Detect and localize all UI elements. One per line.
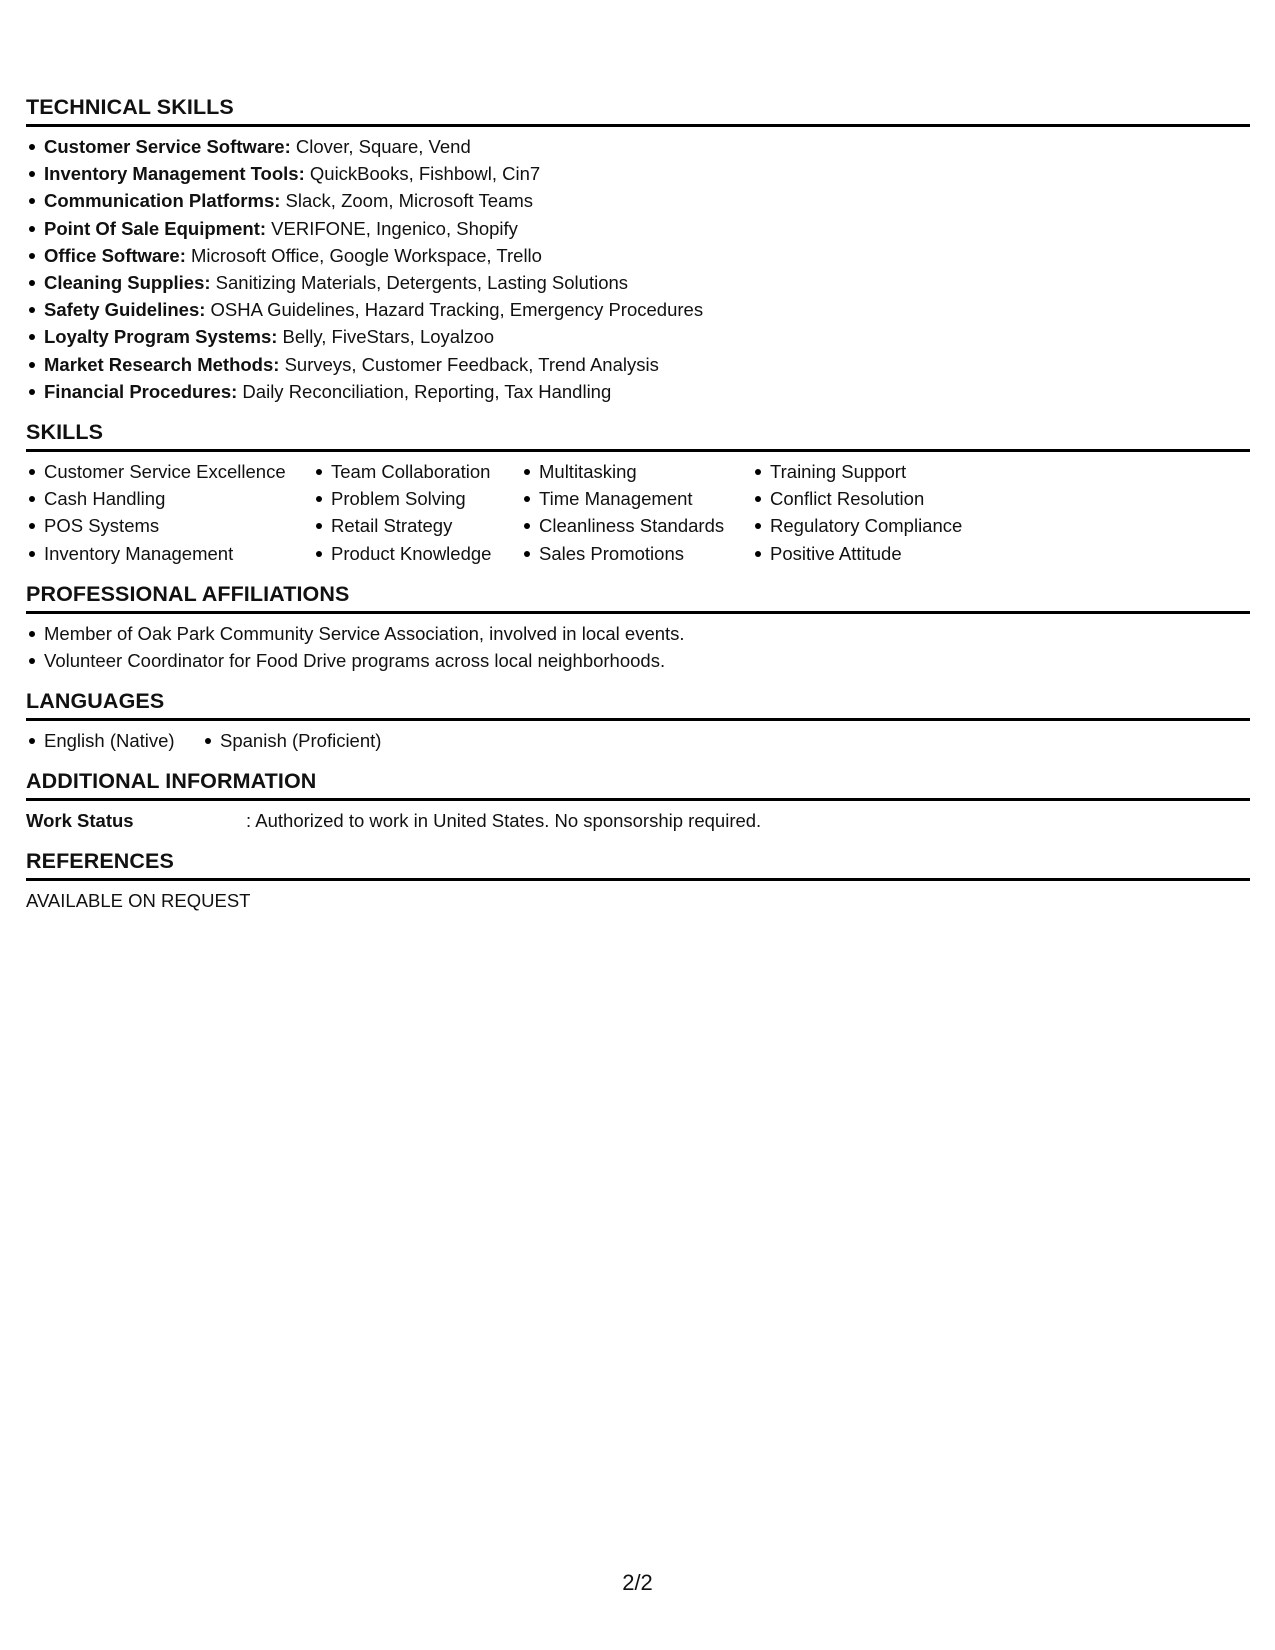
languages-row xyxy=(26,727,1250,754)
technical-skills-list xyxy=(26,133,1250,405)
language-item: Spanish (Proficient) xyxy=(202,727,381,754)
skill-item: Cash Handling xyxy=(26,485,313,512)
work-status-label: Work Status xyxy=(26,810,134,832)
additional-info-section xyxy=(26,768,1250,834)
additional-info-heading: ADDITIONAL INFORMATION xyxy=(26,768,1250,801)
skill-item: Problem Solving xyxy=(313,485,521,512)
technical-skill-value: Microsoft Office, Google Workspace, Trello xyxy=(185,244,542,266)
technical-skill-value: Daily Reconciliation, Reporting, Tax Handling xyxy=(237,380,612,402)
skill-item: Customer Service Excellence xyxy=(26,458,313,485)
skill-item: POS Systems xyxy=(26,512,313,539)
technical-skills-heading: TECHNICAL SKILLS xyxy=(26,94,1250,127)
technical-skill-label: Financial Procedures: xyxy=(44,380,238,402)
technical-skill-label: Communication Platforms: xyxy=(44,190,281,212)
skill-item: Team Collaboration xyxy=(313,458,521,485)
page-number: 2/2 xyxy=(622,1570,653,1595)
languages-heading: LANGUAGES xyxy=(26,688,1250,721)
technical-skill-label: Cleaning Supplies: xyxy=(44,272,211,294)
skills-column xyxy=(521,458,752,567)
languages-column xyxy=(202,727,381,754)
technical-skill-value: VERIFONE, Ingenico, Shopify xyxy=(266,217,518,239)
skills-column xyxy=(26,458,313,567)
references-text: AVAILABLE ON REQUEST xyxy=(26,890,251,912)
technical-skill-label: Safety Guidelines: xyxy=(44,299,206,321)
references-heading: REFERENCES xyxy=(26,848,1250,881)
skill-item: Inventory Management xyxy=(26,540,313,567)
skills-section xyxy=(26,419,1250,567)
technical-skill-item xyxy=(26,242,1250,269)
technical-skill-item xyxy=(26,378,1250,405)
technical-skill-item xyxy=(26,187,1250,214)
skill-item: Cleanliness Standards xyxy=(521,512,752,539)
technical-skills-section xyxy=(26,94,1250,405)
work-status-row xyxy=(26,807,1250,834)
language-item: English (Native) xyxy=(26,727,202,754)
technical-skill-item xyxy=(26,351,1250,378)
skills-grid xyxy=(26,458,1250,567)
technical-skill-item xyxy=(26,296,1250,323)
technical-skill-value: Sanitizing Materials, Detergents, Lasting Solutions xyxy=(210,272,629,294)
technical-skill-item xyxy=(26,133,1250,160)
affiliations-heading: PROFESSIONAL AFFILIATIONS xyxy=(26,581,1250,614)
technical-skill-label: Market Research Methods: xyxy=(44,353,280,375)
skill-item: Product Knowledge xyxy=(313,540,521,567)
skill-item: Regulatory Compliance xyxy=(752,512,1012,539)
technical-skill-label: Point Of Sale Equipment: xyxy=(44,217,267,239)
technical-skill-value: QuickBooks, Fishbowl, Cin7 xyxy=(304,163,541,185)
technical-skill-item xyxy=(26,323,1250,350)
languages-column xyxy=(26,727,202,754)
skill-item: Positive Attitude xyxy=(752,540,1012,567)
languages-section xyxy=(26,688,1250,754)
technical-skill-label: Office Software: xyxy=(44,244,186,266)
technical-skill-item xyxy=(26,160,1250,187)
technical-skill-value: Slack, Zoom, Microsoft Teams xyxy=(280,190,533,212)
technical-skill-label: Inventory Management Tools: xyxy=(44,163,305,185)
skill-item: Retail Strategy xyxy=(313,512,521,539)
technical-skill-item xyxy=(26,269,1250,296)
skills-column xyxy=(752,458,1012,567)
work-status-value: : Authorized to work in United States. No sponsorship required. xyxy=(246,810,762,832)
technical-skill-value: Surveys, Customer Feedback, Trend Analysis xyxy=(279,353,659,375)
resume-page xyxy=(26,94,1250,928)
technical-skill-value: Belly, FiveStars, Loyalzoo xyxy=(277,326,495,348)
skill-item: Training Support xyxy=(752,458,1012,485)
skill-item: Multitasking xyxy=(521,458,752,485)
skills-heading: SKILLS xyxy=(26,419,1250,452)
technical-skill-value: Clover, Square, Vend xyxy=(290,136,471,157)
skill-item: Sales Promotions xyxy=(521,540,752,567)
technical-skill-item xyxy=(26,215,1250,242)
technical-skill-label: Loyalty Program Systems: xyxy=(44,326,278,348)
skill-item: Time Management xyxy=(521,485,752,512)
skills-column xyxy=(313,458,521,567)
affiliations-section xyxy=(26,581,1250,674)
affiliations-list xyxy=(26,620,1250,674)
affiliation-item: Member of Oak Park Community Service Association, involved in local events. xyxy=(26,620,1250,647)
skill-item: Conflict Resolution xyxy=(752,485,1012,512)
affiliation-item: Volunteer Coordinator for Food Drive programs across local neighborhoods. xyxy=(26,647,1250,674)
references-section xyxy=(26,848,1250,914)
technical-skill-value: OSHA Guidelines, Hazard Tracking, Emergency Procedures xyxy=(205,299,704,321)
technical-skill-label: Customer Service Software: xyxy=(44,136,291,157)
